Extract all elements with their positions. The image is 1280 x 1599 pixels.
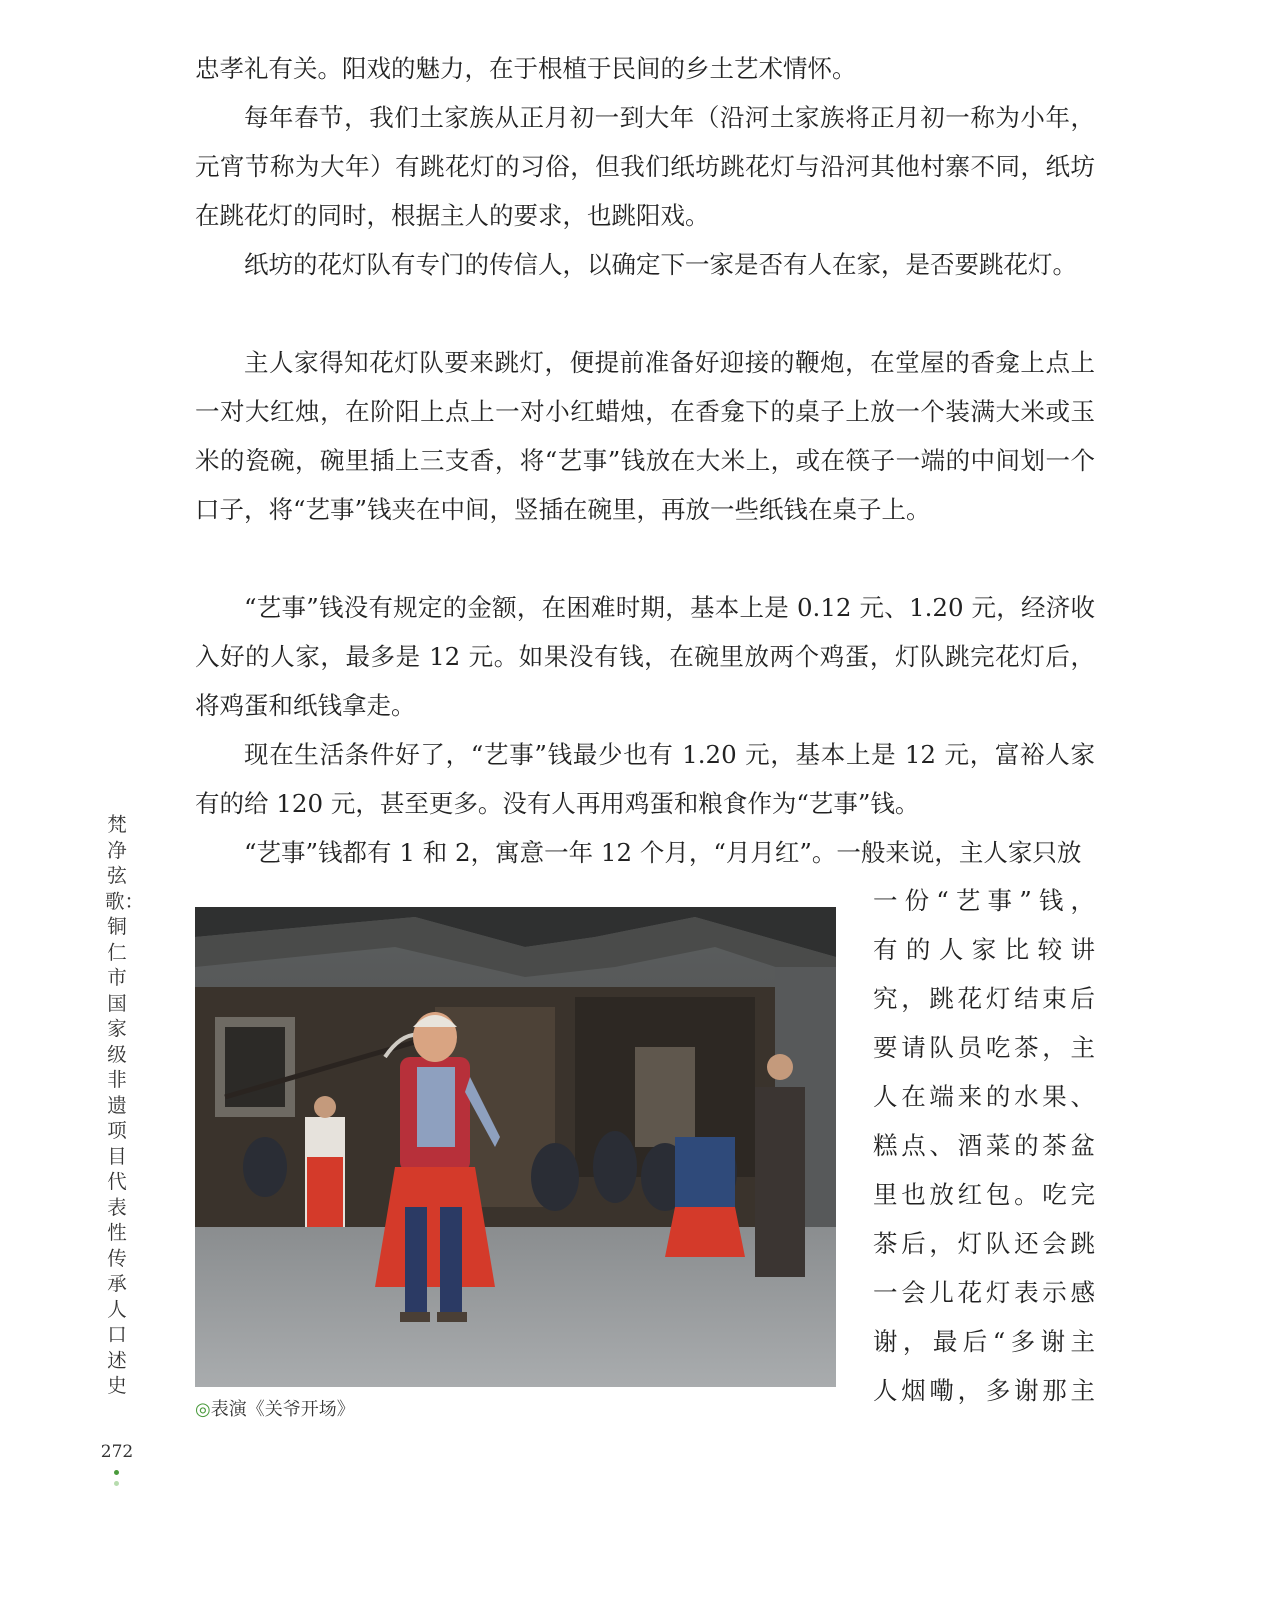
paragraph-text: 纸坊的花灯队有专门的传信人，以确定下一家是否有人在家，是否要跳花灯。: [244, 250, 1077, 279]
side-text-line: 糕点、酒菜的茶盆: [873, 1131, 1095, 1160]
performance-photo: [195, 907, 836, 1387]
spine-book-title: 梵净弦歌：铜仁市国家级非遗项目代表性传承人口述史: [105, 813, 145, 1397]
side-text-line: 人在端来的水果、: [873, 1082, 1095, 1111]
ornament-dot: [114, 1470, 119, 1475]
paragraph-messenger: [195, 240, 1095, 289]
side-text-line: 人烟嘞，多谢那主: [873, 1376, 1095, 1405]
paragraph-money-amount: [195, 583, 1095, 730]
paragraph-modern-times: [195, 730, 1095, 828]
paragraph-host-preparation: [195, 338, 1095, 534]
ornament-dot: [114, 1481, 119, 1486]
side-text-line: 谢，最后“多谢主: [873, 1327, 1095, 1356]
paragraph-continued: [195, 44, 1095, 93]
paragraph-text: 每年春节，我们土家族从正月初一到大年（沿河土家族将正月初一称为小年，元宵节称为大年）有跳花灯的习俗，但我们纸坊跳花灯与沿河其他村寨不同，纸坊在跳花灯的同时，根据主人的要求，也跳阳戏。: [195, 103, 1095, 230]
side-text-line: 一会儿花灯表示感: [873, 1278, 1095, 1307]
side-text-line: 有的人家比较讲: [873, 935, 1095, 964]
paragraph-text: “艺事”钱没有规定的金额，在困难时期，基本上是 0.12 元、1.20 元，经济收入好的人家，最多是 12 元。如果没有钱，在碗里放两个鸡蛋，灯队跳完花灯后，将鸡蛋和纸钱拿走。: [195, 593, 1095, 720]
page-ornament-dots: [114, 1470, 120, 1492]
side-text-line: 究，跳花灯结束后: [873, 984, 1095, 1013]
paragraph-month-meaning: [195, 828, 1095, 877]
paragraph-spring-festival: [195, 93, 1095, 240]
paragraph-text: 主人家得知花灯队要来跳灯，便提前准备好迎接的鞭炮，在堂屋的香龛上点上一对大红烛，在阶阳上点上一对小红蜡烛，在香龛下的桌子上放一个装满大米或玉米的瓷碗，碗里插上三支香，将“艺事”钱放在大米上，或在筷子一端的中间划一个口子，将“艺事”钱夹在中间，竖插在碗里，再放一些纸钱在桌子上。: [195, 348, 1095, 524]
caption-bullet-icon: ◎: [195, 1399, 211, 1420]
caption-text: 表演《关爷开场》: [210, 1399, 355, 1420]
performance-photo-illustration: [195, 907, 836, 1387]
side-text-line: 里也放红包。吃完: [873, 1180, 1095, 1209]
side-text-column: [873, 876, 1095, 1415]
side-text-line: 一份“艺事”钱，: [873, 886, 1095, 915]
page-number: 272: [100, 1442, 134, 1462]
paragraph-text: “艺事”钱都有 1 和 2，寓意一年 12 个月，“月月红”。一般来说，主人家只放: [244, 838, 1082, 867]
photo-caption: [195, 1398, 355, 1422]
paragraph-text: 忠孝礼有关。阳戏的魅力，在于根植于民间的乡土艺术情怀。: [195, 54, 857, 83]
paragraph-text: 现在生活条件好了，“艺事”钱最少也有 1.20 元，基本上是 12 元，富裕人家有的给 120 元，甚至更多。没有人再用鸡蛋和粮食作为“艺事”钱。: [195, 740, 1095, 818]
side-text-line: 要请队员吃茶，主: [873, 1033, 1095, 1062]
side-text-line: 茶后，灯队还会跳: [873, 1229, 1095, 1258]
